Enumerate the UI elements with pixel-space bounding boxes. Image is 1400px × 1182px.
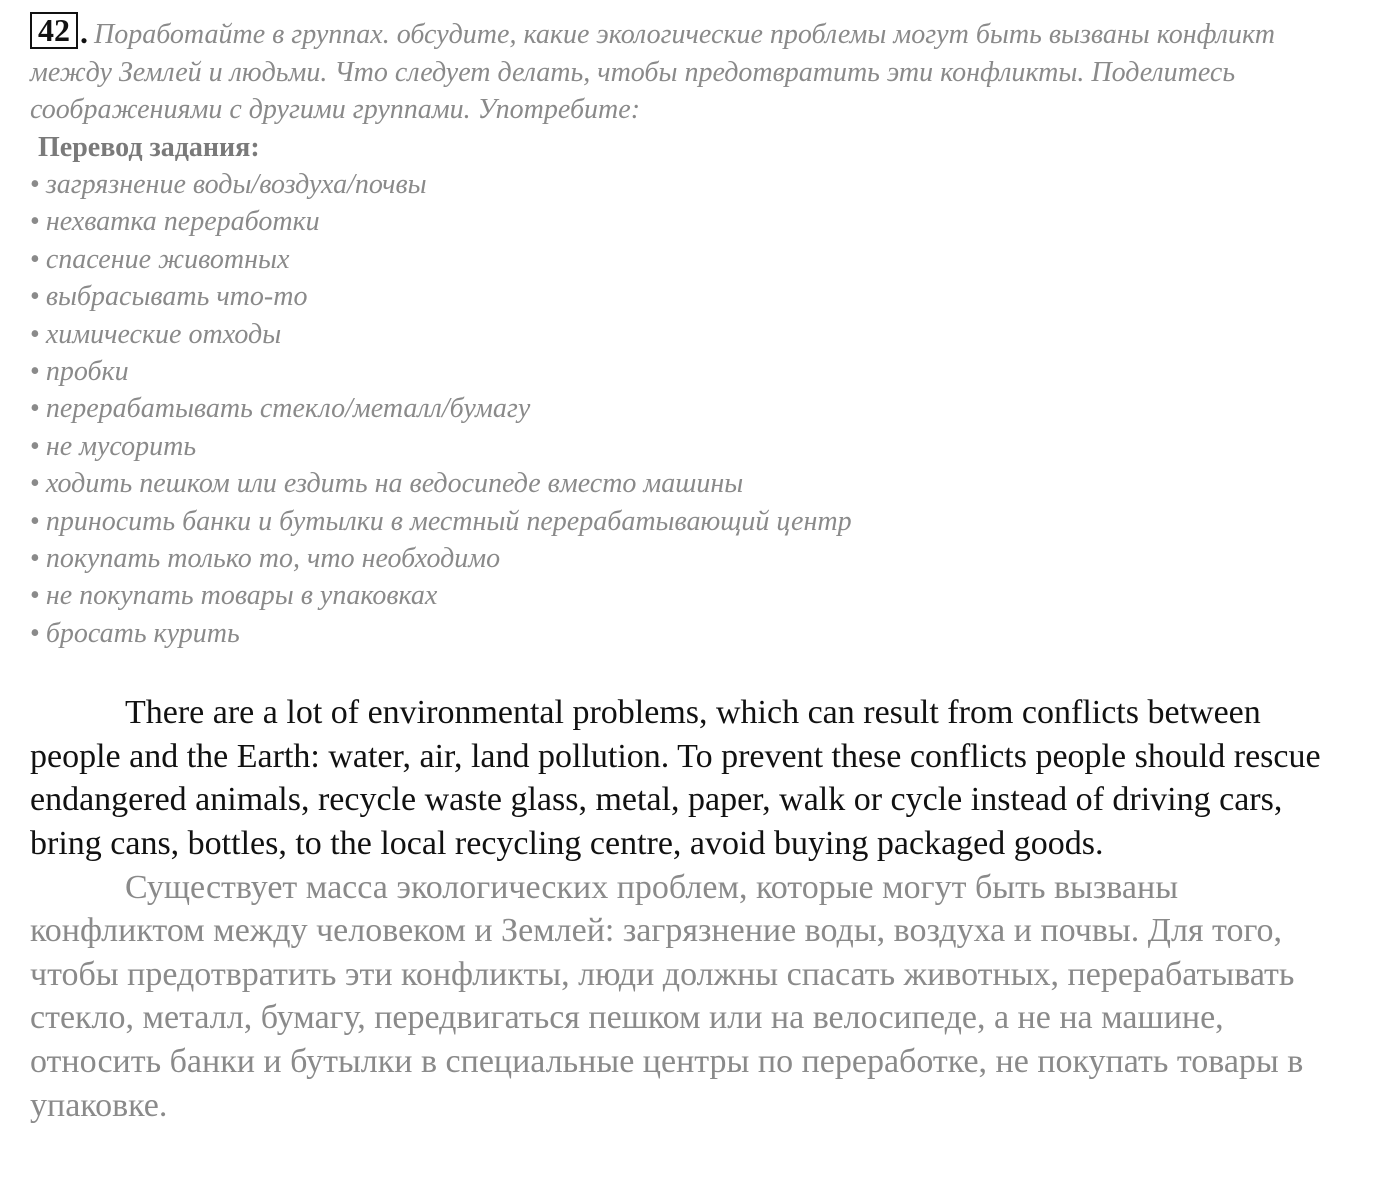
bullet-icon: • bbox=[30, 430, 40, 462]
vocabulary-item-text: выбрасывать что-то bbox=[45, 281, 308, 313]
bullet-icon: • bbox=[30, 243, 40, 275]
vocabulary-item-text: не покупать товары в упаковках bbox=[45, 580, 438, 612]
vocabulary-list-item bbox=[30, 316, 1380, 353]
bullet-icon: • bbox=[30, 617, 40, 649]
vocabulary-list-item bbox=[30, 353, 1380, 390]
vocabulary-list-item bbox=[30, 428, 1380, 465]
bullet-icon: • bbox=[30, 393, 40, 425]
bullet-icon: • bbox=[30, 505, 40, 537]
vocabulary-list-item bbox=[30, 166, 1380, 203]
vocabulary-list-item bbox=[30, 540, 1380, 577]
document-page bbox=[30, 14, 1380, 1127]
bullet-icon: • bbox=[30, 468, 40, 500]
vocabulary-item-text: не мусорить bbox=[45, 430, 197, 462]
vocabulary-item-text: загрязнение воды/воздуха/почвы bbox=[45, 169, 427, 200]
bullet-icon: • bbox=[30, 206, 40, 238]
vocabulary-item-text: нехватка переработки bbox=[45, 206, 320, 238]
answer-english-paragraph: There are a lot of environmental problems, which can result from conflicts between people and the Earth: water, air, land pollution. To prevent these conflicts people should rescue endangered animals, recycle waste glass, metal, paper, walk or cycle instead of driving cars, bring cans, bottles, to the local recycling centre, avoid buying packaged goods. bbox=[30, 694, 1321, 863]
bullet-icon: • bbox=[30, 356, 40, 388]
bullet-icon: • bbox=[30, 580, 40, 612]
vocabulary-item-text: перерабатывать стекло/металл/бумагу bbox=[45, 393, 531, 425]
task-number-box: 42 bbox=[30, 12, 78, 49]
vocabulary-list-item bbox=[30, 203, 1380, 240]
bullet-icon: • bbox=[30, 281, 40, 313]
vocabulary-list-item bbox=[30, 577, 1380, 614]
bullet-icon: • bbox=[30, 543, 40, 575]
vocabulary-item-text: пробки bbox=[45, 356, 129, 388]
bullet-icon: • bbox=[30, 169, 40, 200]
task-block bbox=[30, 14, 1320, 129]
vocabulary-list-item bbox=[30, 390, 1380, 427]
vocabulary-list-item bbox=[30, 615, 1380, 652]
vocabulary-item-text: спасение животных bbox=[45, 243, 290, 275]
vocabulary-item-text: бросать курить bbox=[45, 617, 240, 649]
bullet-icon: • bbox=[30, 318, 40, 350]
task-instruction: Поработайте в группах. обсудите, какие экологические проблемы могут быть вызваны конфликт между Землей и людьми. Что следует делать, чтобы предотвратить эти конфликты. Поделитесь соображениями с другими группами. Употребите: bbox=[30, 19, 1275, 125]
translation-heading: Перевод задания: bbox=[38, 131, 260, 163]
vocabulary-item-text: приносить банки и бутылки в местный перерабатывающий центр bbox=[45, 505, 852, 537]
vocabulary-list-item bbox=[30, 503, 1380, 540]
vocabulary-list-item bbox=[30, 241, 1380, 278]
vocabulary-item-text: покупать только то, что необходимо bbox=[45, 543, 501, 575]
vocabulary-list-item bbox=[30, 278, 1380, 315]
task-number-dot: . bbox=[80, 14, 88, 50]
answer-russian-paragraph: Существует масса экологических проблем, которые могут быть вызваны конфликтом между человеком и Землей: загрязнение воды, воздуха и почвы. Для того, чтобы предотвратить эти конфликты, люди должны спасать животных, перерабатывать стекло, металл, бумагу, передвигаться пешком или на велосипеде, а не на машине, относить банки и бутылки в специальные центры по переработке, не покупать товары в упаковке. bbox=[30, 868, 1304, 1124]
vocabulary-list bbox=[30, 166, 1380, 652]
vocabulary-list-item bbox=[30, 465, 1380, 502]
vocabulary-item-text: химические отходы bbox=[45, 318, 282, 350]
vocabulary-item-text: ходить пешком или ездить на ведосипеде вместо машины bbox=[45, 468, 744, 500]
